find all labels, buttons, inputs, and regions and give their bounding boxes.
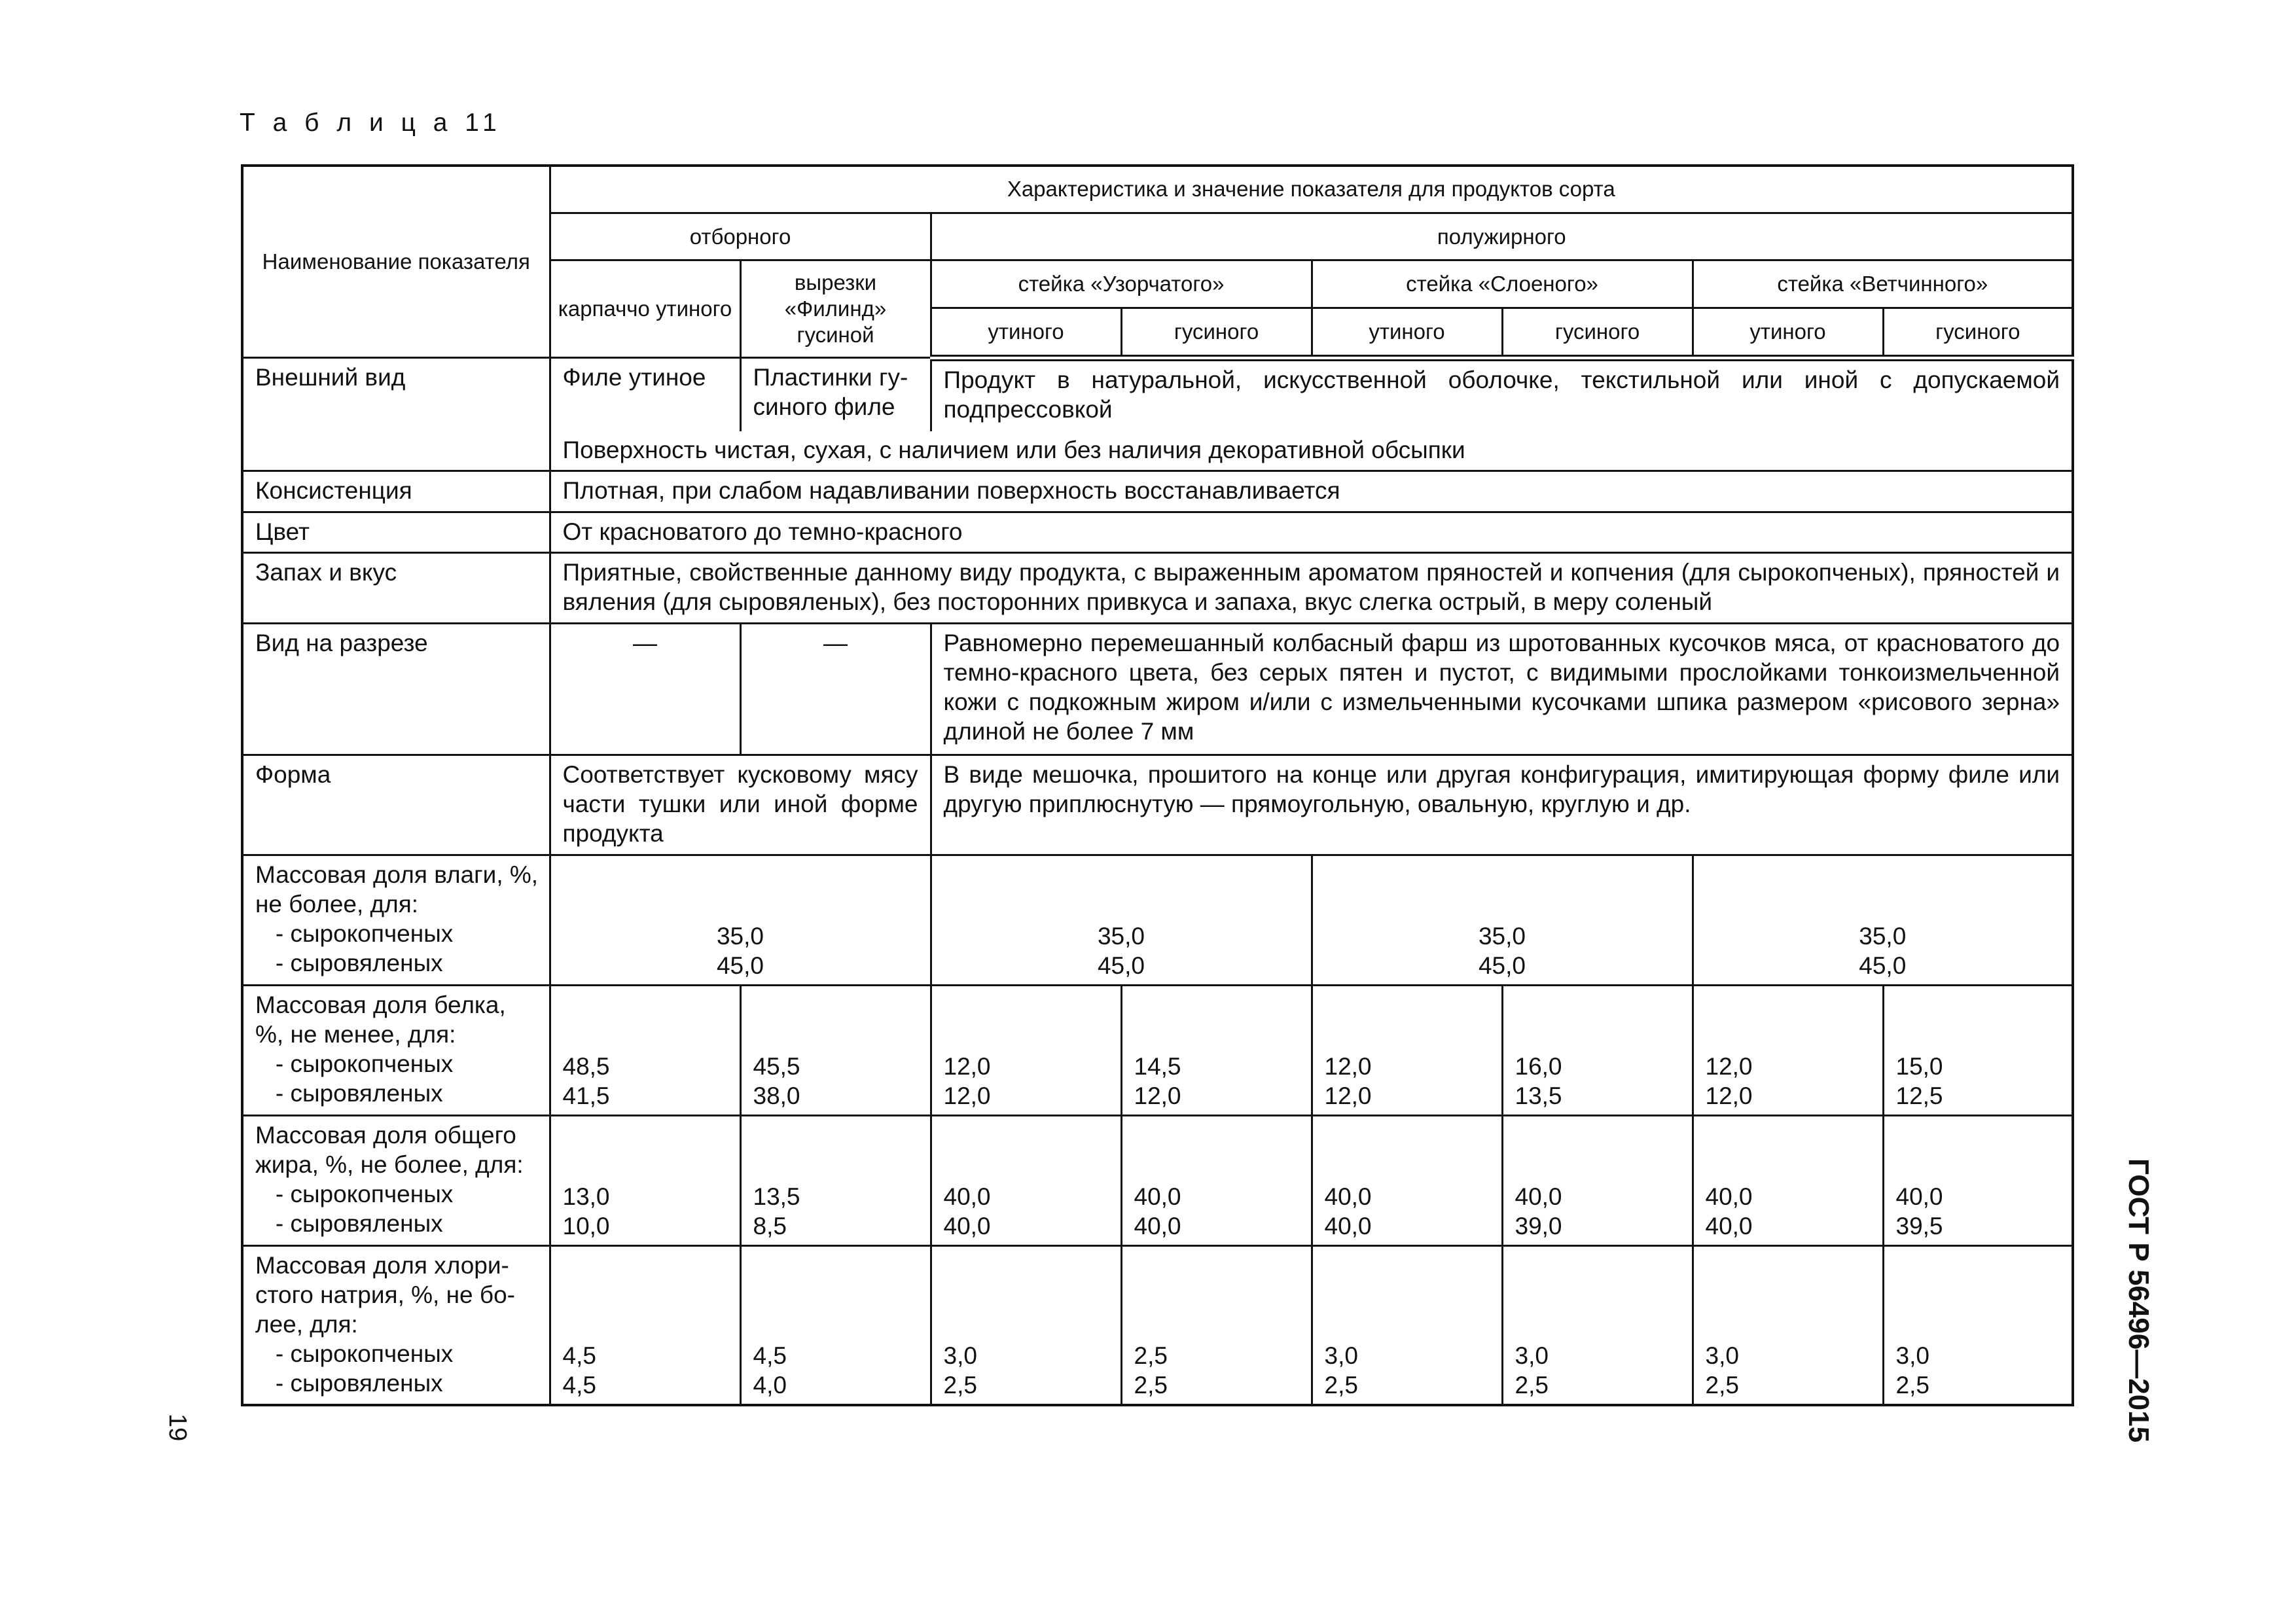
fat-value-cell [1693, 1115, 1883, 1245]
moisture-smoked: 35,0 [716, 922, 764, 950]
fat-value-cell [931, 1115, 1121, 1245]
appearance-semi: Продукт в натуральной, искусственной оболочке, текстильной или иной с допускаемой подпрессовкой [931, 358, 2073, 432]
row-name-line: Массовая доля влаги, %, [255, 861, 539, 888]
row-name-fat [242, 1115, 550, 1245]
salt-value-cell [1312, 1245, 1502, 1405]
salt-dried: 2,5 [943, 1372, 977, 1399]
row-name-line: - сырокопченых [255, 1340, 454, 1367]
fat-value-cell [1502, 1115, 1693, 1245]
salt-dried: 2,5 [1705, 1372, 1739, 1399]
row-name-line: жира, %, не более, для: [255, 1150, 524, 1178]
header-steak-sloen: стейка «Слоеного» [1312, 260, 1693, 308]
appearance-common: Поверхность чистая, сухая, с наличием или без наличия декоративной обсыпки [550, 431, 2073, 471]
fat-value-cell [1883, 1115, 2073, 1245]
protein-dried: 12,0 [943, 1082, 991, 1109]
row-name-protein [242, 985, 550, 1115]
header-steak-uzor: стейка «Узорчатого» [931, 260, 1312, 308]
protein-value-cell [1312, 985, 1502, 1115]
salt-value-cell [931, 1245, 1121, 1405]
fat-dried: 39,5 [1895, 1212, 1943, 1240]
moisture-group [1693, 855, 2073, 985]
fat-dried: 39,0 [1515, 1212, 1562, 1240]
moisture-smoked: 35,0 [1478, 922, 1526, 950]
salt-dried: 2,5 [1895, 1372, 1929, 1399]
protein-smoked: 45,5 [753, 1052, 800, 1080]
row-name-cut-view: Вид на разрезе [242, 624, 550, 755]
salt-smoked: 4,5 [562, 1342, 596, 1369]
moisture-dried: 45,0 [1859, 952, 1907, 979]
row-name-line: - сыровяленых [255, 1209, 443, 1237]
salt-dried: 4,5 [562, 1372, 596, 1399]
fat-smoked: 40,0 [1515, 1183, 1562, 1210]
salt-value-cell [1883, 1245, 2073, 1405]
header-duck: утиного [1693, 308, 1883, 357]
shape-semi: В виде мешочка, прошитого на конце или другая конфигурация, имитирующая форму филе или другую приплюснутую — прямоугольную, овальную, круглую и др. [931, 755, 2073, 855]
fat-smoked: 40,0 [943, 1183, 991, 1210]
fat-value-cell [550, 1115, 740, 1245]
fat-smoked: 40,0 [1895, 1183, 1943, 1210]
fat-dried: 40,0 [1705, 1212, 1753, 1240]
moisture-group [931, 855, 1312, 985]
protein-value-cell [1502, 985, 1693, 1115]
salt-smoked: 2,5 [1134, 1342, 1168, 1369]
header-goose: гусиного [1502, 308, 1693, 357]
fat-dried: 40,0 [943, 1212, 991, 1240]
appearance-cuts [740, 358, 931, 432]
fat-value-cell [1312, 1115, 1502, 1245]
protein-value-cell [1121, 985, 1312, 1115]
protein-dried: 13,5 [1515, 1082, 1562, 1109]
fat-smoked: 13,5 [753, 1183, 800, 1210]
header-goose: гусиного [1121, 308, 1312, 357]
protein-smoked: 16,0 [1515, 1052, 1562, 1080]
row-name-line: - сырокопченых [255, 1050, 454, 1077]
moisture-dried: 45,0 [1478, 952, 1526, 979]
protein-dried: 12,5 [1895, 1082, 1943, 1109]
row-name-salt [242, 1245, 550, 1405]
cut-view-semi: Равномерно перемешанный колбасный фарш из шротованных кусочков мяса, от красноватого до темно-красного цвета, без серых пятен и пустот, с видимыми прослойками тонкоизмельченной кожи с подкожным жиром и/или с измельченными кусочками шпика размером «рисового зерна» длиной не более 7 мм [931, 624, 2073, 755]
appearance-cuts-line: Пластинки гу- [753, 364, 908, 391]
row-name-line: - сырокопченых [255, 919, 454, 947]
protein-value-cell [1883, 985, 2073, 1115]
salt-smoked: 3,0 [1324, 1342, 1358, 1369]
salt-dried: 4,0 [753, 1372, 787, 1399]
consistency-value: Плотная, при слабом надавливании поверхность восстанавливается [550, 471, 2073, 512]
cut-view-carpaccio: — [550, 624, 740, 755]
moisture-dried: 45,0 [716, 952, 764, 979]
salt-dried: 2,5 [1324, 1372, 1358, 1399]
document-code: ГОСТ Р 56496—2015 [2123, 1158, 2155, 1443]
fat-smoked: 40,0 [1134, 1183, 1181, 1210]
header-steak-vetch: стейка «Ветчинного» [1693, 260, 2073, 308]
row-name-shape: Форма [242, 755, 550, 855]
row-name-color: Цвет [242, 512, 550, 552]
header-duck: утиного [931, 308, 1121, 357]
row-name-line: - сыровяленых [255, 1079, 443, 1107]
row-name-line: лее, для: [255, 1310, 358, 1338]
moisture-group [1312, 855, 1693, 985]
salt-smoked: 3,0 [943, 1342, 977, 1369]
fat-dried: 40,0 [1134, 1212, 1181, 1240]
header-characteristic: Характеристика и значение показателя для продуктов сорта [550, 166, 2073, 213]
salt-smoked: 3,0 [1895, 1342, 1929, 1369]
row-name-line: %, не менее, для: [255, 1020, 456, 1048]
fat-smoked: 13,0 [562, 1183, 610, 1210]
color-value: От красноватого до темно-красного [550, 512, 2073, 552]
moisture-smoked: 35,0 [1859, 922, 1907, 950]
row-name-consistency: Консистенция [242, 471, 550, 512]
protein-smoked: 12,0 [1324, 1052, 1372, 1080]
header-duck: утиного [1312, 308, 1502, 357]
row-name-appearance: Внешний вид [242, 358, 550, 471]
row-name-line: Массовая доля белка, [255, 991, 506, 1018]
row-name-line: - сырокопченых [255, 1180, 454, 1207]
protein-dried: 12,0 [1705, 1082, 1753, 1109]
header-carpaccio: карпаччо утиного [550, 260, 740, 358]
row-name-line: Массовая доля общего [255, 1121, 516, 1149]
protein-dried: 12,0 [1134, 1082, 1181, 1109]
protein-smoked: 15,0 [1895, 1052, 1943, 1080]
header-cuts: вырезки «Филинд» гусиной [740, 260, 931, 358]
salt-dried: 2,5 [1515, 1372, 1549, 1399]
protein-value-cell [931, 985, 1121, 1115]
protein-value-cell [550, 985, 740, 1115]
fat-dried: 40,0 [1324, 1212, 1372, 1240]
shape-select: Соответствует кусковому мясу части тушки или иной форме продукта [550, 755, 931, 855]
cut-view-cuts: — [740, 624, 931, 755]
fat-smoked: 40,0 [1705, 1183, 1753, 1210]
protein-smoked: 48,5 [562, 1052, 610, 1080]
page-number: 19 [164, 1414, 191, 1442]
protein-value-cell [740, 985, 931, 1115]
protein-dried: 12,0 [1324, 1082, 1372, 1109]
header-grade-semi: полужирного [931, 213, 2073, 260]
salt-value-cell [1502, 1245, 1693, 1405]
header-indicator: Наименование показателя [242, 166, 550, 358]
row-name-moisture [242, 855, 550, 985]
salt-value-cell [1121, 1245, 1312, 1405]
fat-smoked: 40,0 [1324, 1183, 1372, 1210]
appearance-carpaccio: Филе утиное [550, 358, 740, 432]
moisture-smoked: 35,0 [1097, 922, 1145, 950]
table-caption: Т а б л и ц а 11 [240, 109, 502, 137]
fat-value-cell [740, 1115, 931, 1245]
fat-dried: 8,5 [753, 1212, 787, 1240]
protein-smoked: 12,0 [1705, 1052, 1753, 1080]
row-name-line: - сыровяленых [255, 1369, 443, 1397]
header-grade-select: отборного [550, 213, 931, 260]
row-name-smell: Запах и вкус [242, 552, 550, 624]
moisture-group [550, 855, 931, 985]
protein-dried: 38,0 [753, 1082, 800, 1109]
salt-smoked: 3,0 [1705, 1342, 1739, 1369]
salt-value-cell [1693, 1245, 1883, 1405]
moisture-dried: 45,0 [1097, 952, 1145, 979]
appearance-cuts-line: синого филе [753, 393, 895, 421]
protein-value-cell [1693, 985, 1883, 1115]
row-name-line: не более, для: [255, 890, 419, 918]
protein-smoked: 14,5 [1134, 1052, 1181, 1080]
salt-value-cell [740, 1245, 931, 1405]
protein-smoked: 12,0 [943, 1052, 991, 1080]
fat-value-cell [1121, 1115, 1312, 1245]
salt-smoked: 3,0 [1515, 1342, 1549, 1369]
row-name-line: Массовая доля хлори- [255, 1251, 509, 1279]
header-goose: гусиного [1883, 308, 2073, 357]
protein-dried: 41,5 [562, 1082, 610, 1109]
smell-value: Приятные, свойственные данному виду продукта, с выраженным ароматом пряностей и копчения (для сырокопченых), пряностей и вяления (для сыровяленых), без посторонних привкуса и запаха, вкус слегка острый, в меру соленый [550, 552, 2073, 624]
row-name-line: стого натрия, %, не бо- [255, 1281, 515, 1308]
row-name-line: - сыровяленых [255, 949, 443, 976]
fat-dried: 10,0 [562, 1212, 610, 1240]
salt-value-cell [550, 1245, 740, 1405]
salt-smoked: 4,5 [753, 1342, 787, 1369]
spec-table [241, 164, 2074, 1406]
salt-dried: 2,5 [1134, 1372, 1168, 1399]
